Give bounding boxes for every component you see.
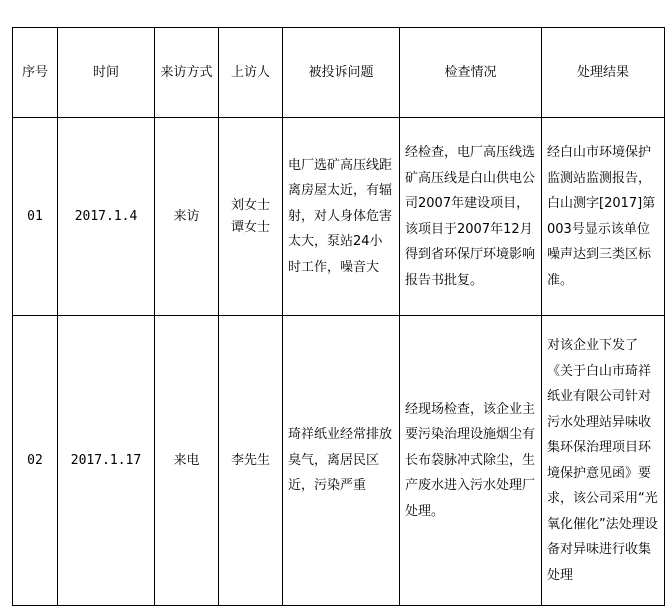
- row-issue: 电厂选矿高压线距离房屋太近，有辐射，对人身体危害太大，泵站24小时工作，噪音大: [283, 118, 400, 316]
- table-row: [13, 118, 665, 316]
- row-method: 来电: [155, 316, 219, 606]
- table-row: [13, 316, 665, 606]
- row-inspection: 经现场检查，该企业主要污染治理设施烟尘有长布袋脉冲式除尘，生产废水进入污水处理厂处理。: [400, 316, 542, 606]
- header-cell-inspection: 检查情况: [400, 28, 542, 118]
- row-visitor: 李先生: [219, 316, 283, 606]
- header-cell-result: 处理结果: [542, 28, 665, 118]
- row-date: 2017.1.17: [58, 316, 155, 606]
- row-method: 来访: [155, 118, 219, 316]
- row-result: 经白山市环境保护监测站监测报告，白山测字[2017]第003号显示该单位噪声达到三类区标准。: [542, 118, 665, 316]
- row-inspection: 经检查，电厂高压线选矿高压线是白山供电公司2007年建设项目，该项目于2007年12月得到省环保厅环境影响报告书批复。: [400, 118, 542, 316]
- row-visitor: 刘女士 谭女士: [219, 118, 283, 316]
- header-cell-issue: 被投诉问题: [283, 28, 400, 118]
- row-no: 02: [13, 316, 58, 606]
- row-date: 2017.1.4: [58, 118, 155, 316]
- row-no: 01: [13, 118, 58, 316]
- complaint-table: [12, 27, 665, 606]
- row-issue: 琦祥纸业经常排放臭气，离居民区近，污染严重: [283, 316, 400, 606]
- header-cell-no: 序号: [13, 28, 58, 118]
- row-result: 对该企业下发了《关于白山市琦祥纸业有限公司针对污水处理站异味收集环保治理项目环境保护意见函》要求，该公司采用“光氧化催化”法处理设备对异味进行收集处理: [542, 316, 665, 606]
- header-cell-date: 时间: [58, 28, 155, 118]
- header-cell-visitor: 上访人: [219, 28, 283, 118]
- header-cell-method: 来访方式: [155, 28, 219, 118]
- header-row: [13, 28, 665, 118]
